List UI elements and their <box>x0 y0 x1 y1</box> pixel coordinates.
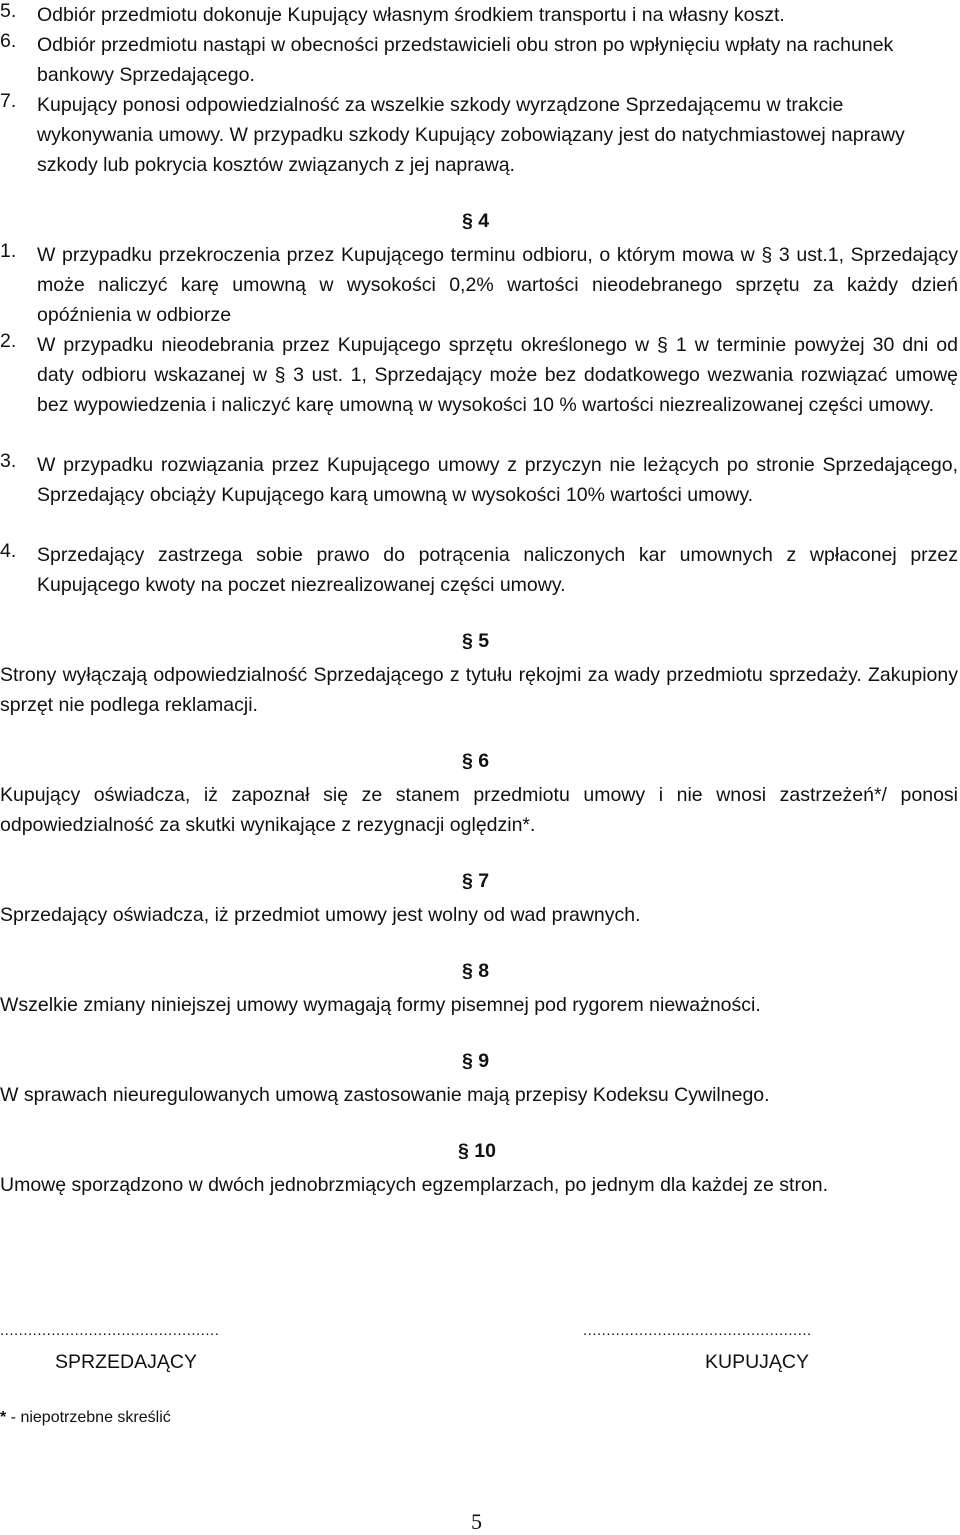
section-heading-8: § 8 <box>462 960 490 982</box>
section-heading-9: § 9 <box>462 1050 490 1072</box>
list-item-text: W przypadku rozwiązania przez Kupującego umowy z przyczyn nie leżących po stronie Sprzedającego, Sprzedający obciąży Kupującego karą umowną w wysokości 10% wartości umowy. <box>37 454 958 506</box>
buyer-signature-line: ................................................. <box>583 1322 812 1339</box>
section-heading-4: § 4 <box>462 210 490 232</box>
list-item <box>0 90 958 180</box>
section-heading-6: § 6 <box>462 750 490 772</box>
list-item <box>0 330 958 420</box>
list-item-number: 6. <box>0 30 17 52</box>
list-item-number: 7. <box>0 90 17 112</box>
section-10-text: Umowę sporządzono w dwóch jednobrzmiących egzemplarzach, po jednym dla każdej ze stron. <box>0 1174 829 1196</box>
section-heading-10: § 10 <box>458 1140 496 1162</box>
section-9-text: W sprawach nieuregulowanych umową zastosowanie mają przepisy Kodeksu Cywilnego. <box>0 1084 770 1106</box>
list-item <box>0 540 958 600</box>
section-8-text: Wszelkie zmiany niniejszej umowy wymagają formy pisemnej pod rygorem nieważności. <box>0 994 761 1016</box>
list-item-text: W przypadku przekroczenia przez Kupującego terminu odbioru, o którym mowa w § 3 ust.1, Sprzedający może naliczyć karę umowną w wysokości 0,2% wartości nieodebranego sprzętu za każdy dzień opóźnienia w odbiorze <box>37 244 958 326</box>
list-item <box>0 30 958 90</box>
list-item <box>0 240 958 330</box>
section-heading-5: § 5 <box>462 630 490 652</box>
list-item-number: 5. <box>0 0 17 22</box>
list-item-text: Sprzedający zastrzega sobie prawo do potrącenia naliczonych kar umownych z wpłaconej przez Kupującego kwoty na poczet niezrealizowanej części umowy. <box>37 544 958 596</box>
list-item-text: W przypadku nieodebrania przez Kupującego sprzętu określonego w § 1 w terminie powyżej 30 dni od daty odbioru wskazanej w § 3 ust. 1, Sprzedający może bez dodatkowego wezwania rozwiązać umowę bez wypowiedzenia i naliczyć karę umowną w wysokości 10 % wartości niezrealizowanej części umowy. <box>37 334 958 416</box>
seller-signature-line: ............................................... <box>0 1322 220 1339</box>
list-item-number: 2. <box>0 330 17 352</box>
section-6-text: Kupujący oświadcza, iż zapoznał się ze stanem przedmiotu umowy i nie wnosi zastrzeżeń*/ ponosi odpowiedzialność za skutki wynikające z rezygnacji oględzin*. <box>0 784 958 836</box>
section-heading-7: § 7 <box>462 870 490 892</box>
seller-label: SPRZEDAJĄCY <box>55 1351 197 1373</box>
section-5-text: Strony wyłączają odpowiedzialność Sprzedającego z tytułu rękojmi za wady przedmiotu sprzedaży. Zakupiony sprzęt nie podlega reklamacji. <box>0 664 958 716</box>
list-item <box>0 0 958 30</box>
list-item-text: Odbiór przedmiotu dokonuje Kupujący własnym środkiem transportu i na własny koszt. <box>37 4 785 26</box>
list-item <box>0 450 958 510</box>
list-item-number: 3. <box>0 450 17 472</box>
buyer-label: KUPUJĄCY <box>705 1351 810 1373</box>
list-item-text: Odbiór przedmiotu nastąpi w obecności przedstawicieli obu stron po wpłynięciu wpłaty na rachunek bankowy Sprzedającego. <box>37 34 894 86</box>
page-number: 5 <box>471 1509 482 1534</box>
list-item-number: 4. <box>0 540 17 562</box>
footnote-star: * <box>0 1409 7 1426</box>
section-7-text: Sprzedający oświadcza, iż przedmiot umowy jest wolny od wad prawnych. <box>0 904 641 926</box>
footnote-text: - niepotrzebne skreślić <box>6 1409 171 1426</box>
list-item-text: Kupujący ponosi odpowiedzialność za wszelkie szkody wyrządzone Sprzedającemu w trakcie wykonywania umowy. W przypadku szkody Kupujący zobowiązany jest do natychmiastowej naprawy szkody lub pokrycia kosztów związanych z jej naprawą. <box>37 94 905 176</box>
list-item-number: 1. <box>0 240 17 262</box>
footnote <box>0 1409 171 1427</box>
